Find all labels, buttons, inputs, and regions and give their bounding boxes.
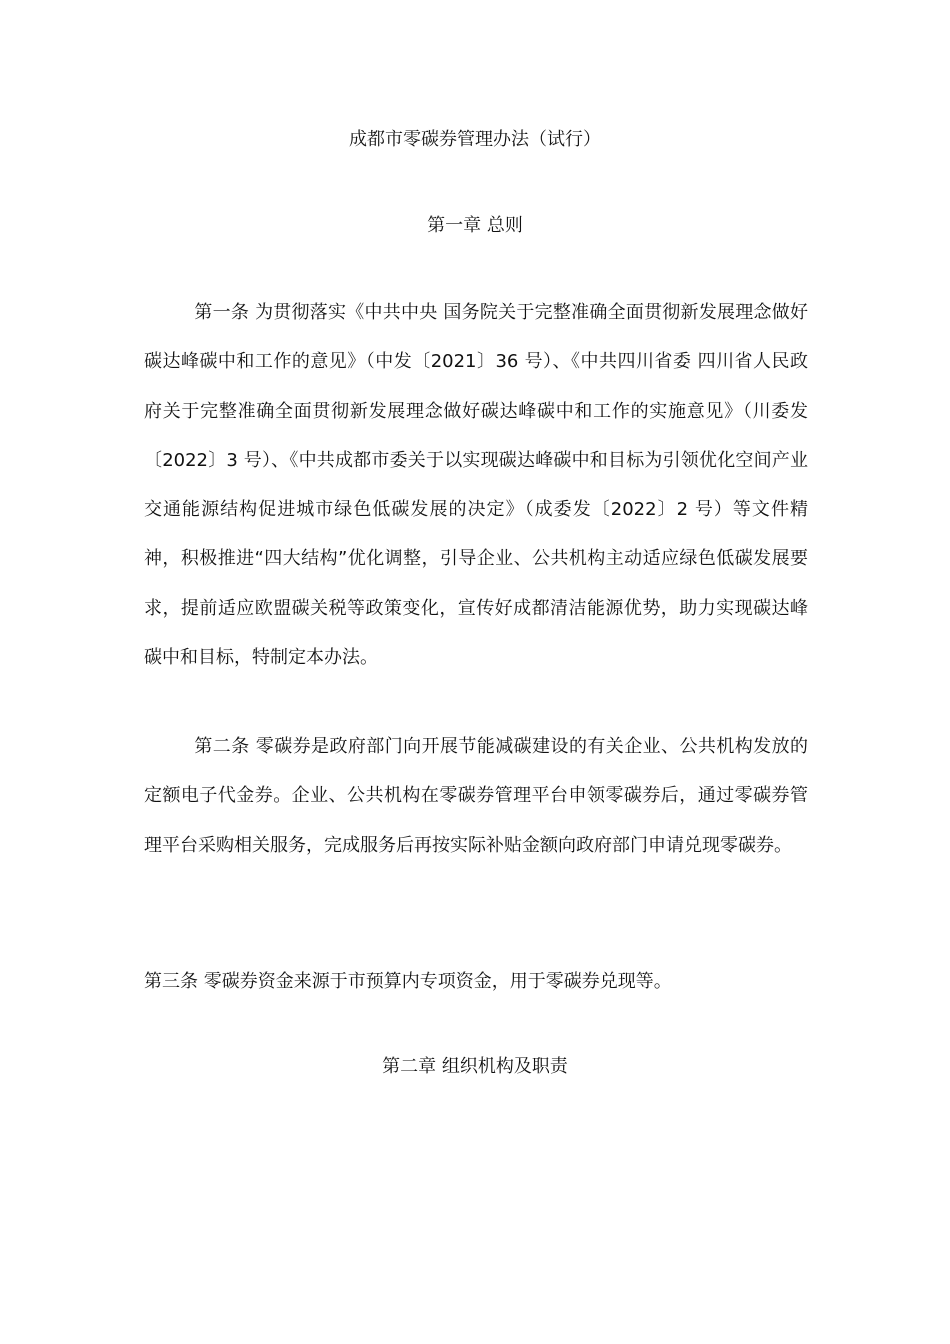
- chapter-2-heading: 第二章 组织机构及职责: [382, 1056, 568, 1077]
- article-1-paragraph: 第一条 为贯彻落实《中共中央 国务院关于完整准确全面贯彻新发展理念做好碳达峰碳中和工作的意见》（中发〔2021〕36 号）、《中共四川省委 四川省人民政府关于完整准确全面贯彻新发展理念做好碳达峰碳中和工作的实施意见》（川委发〔2022〕3 号）、《中共成都市委关于以实现碳达峰碳中和目标为引领优化空间产业交通能源结构促进城市绿色低碳发展的决定》（成委发〔2022〕2 号）等文件精神，积极推进“四大结构”优化调整，引导企业、公共机构主动适应绿色低碳发展要求，提前适应欧盟碳关税等政策变化，宣传好成都清洁能源优势，助力实现碳达峰碳中和目标，特制定本办法。: [144, 302, 808, 669]
- article-2-paragraph: 第二条 零碳券是政府部门向开展节能减碳建设的有关企业、公共机构发放的定额电子代金券。企业、公共机构在零碳券管理平台申领零碳券后，通过零碳券管理平台采购相关服务，完成服务后再按实际补贴金额向政府部门申请兑现零碳券。: [144, 736, 808, 856]
- document-title: 成都市零碳券管理办法（试行）: [349, 129, 601, 150]
- chapter-1-heading: 第一章 总则: [427, 215, 523, 236]
- article-3-paragraph: 第三条 零碳券资金来源于市预算内专项资金，用于零碳券兑现等。: [144, 971, 672, 992]
